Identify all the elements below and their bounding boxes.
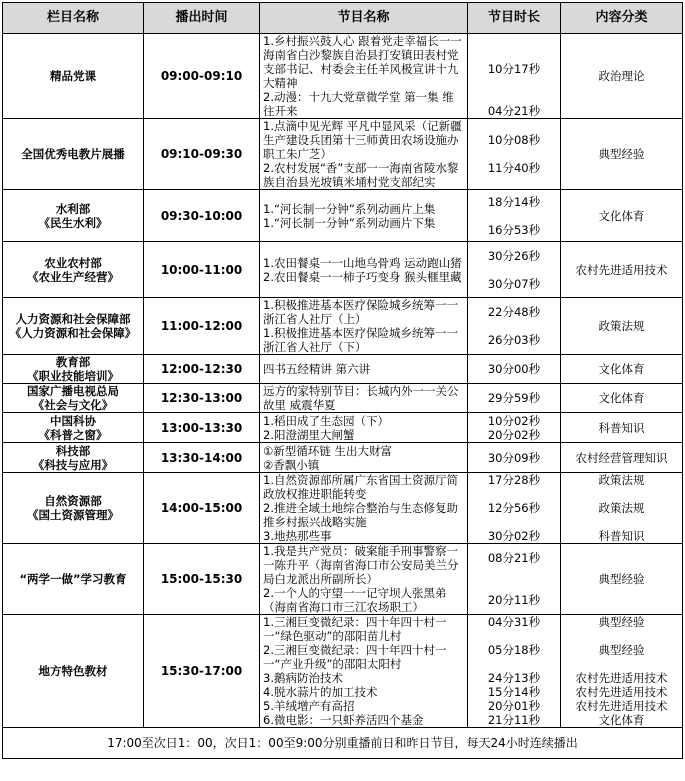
column-name: 教育部 bbox=[55, 355, 91, 369]
program-duration: 20分11秒 bbox=[487, 593, 541, 607]
program-title: 1.农田餐桌一一山地乌骨鸡 运动跑山猪 bbox=[263, 255, 462, 270]
content-category: 文化体育 bbox=[598, 713, 645, 727]
column-name: 国家广播电视总局 bbox=[27, 384, 119, 398]
program-title: 3.地热那些事 bbox=[263, 529, 332, 543]
category-list bbox=[561, 473, 683, 544]
program-title: ①新型循环链 生出大财富 bbox=[263, 443, 392, 458]
content-category: 典型经验 bbox=[598, 572, 645, 586]
broadcast-time: 11:00-12:00 bbox=[144, 298, 260, 355]
program-title: 1.我是共产党员：破案能手刑事警察一一陈升平（海南省海口市公安局美兰分局白龙派出所副所长） bbox=[263, 544, 459, 586]
program-duration: 08分21秒 bbox=[487, 551, 541, 565]
footer-note: 17:00至次日1：00，次日1：00至9:00分别重播前日和昨日节目，每天24小时连续播出 bbox=[3, 728, 683, 759]
program-list bbox=[260, 119, 468, 190]
content-category: 文化体育 bbox=[598, 208, 645, 223]
program-list bbox=[260, 384, 468, 413]
schedule-row bbox=[3, 242, 683, 298]
column-name: 人力资源和社会保障部 bbox=[15, 312, 131, 326]
category-list bbox=[561, 119, 683, 190]
duration-list bbox=[468, 413, 561, 443]
column-name: “两学一做”学习教育 bbox=[19, 572, 127, 586]
column-name-cell bbox=[3, 355, 144, 384]
category-list bbox=[561, 355, 683, 384]
category-list bbox=[561, 615, 683, 728]
duration-list bbox=[468, 544, 561, 615]
column-name: 精品党课 bbox=[50, 69, 96, 83]
category-list bbox=[561, 242, 683, 298]
broadcast-time: 09:30-10:00 bbox=[144, 190, 260, 242]
program-title: 3.鹅病防治技术 bbox=[263, 671, 343, 685]
program-title: 四书五经精讲 第六讲 bbox=[263, 362, 371, 376]
schedule-row bbox=[3, 443, 683, 473]
program-duration: 04分21秒 bbox=[487, 104, 541, 118]
schedule-row bbox=[3, 298, 683, 355]
program-duration: 30分07秒 bbox=[487, 276, 541, 291]
program-list bbox=[260, 544, 468, 615]
program-list bbox=[260, 355, 468, 384]
duration-list bbox=[468, 443, 561, 473]
column-name: 《人力资源和社会保障》 bbox=[9, 326, 137, 340]
broadcast-time: 09:00-09:10 bbox=[144, 34, 260, 119]
duration-list bbox=[468, 384, 561, 413]
header-program-name: 节目名称 bbox=[260, 3, 468, 34]
program-duration: 24分13秒 bbox=[487, 671, 541, 685]
column-name-cell bbox=[3, 473, 144, 544]
broadcast-time: 12:30-13:00 bbox=[144, 384, 260, 413]
program-duration: 12分56秒 bbox=[487, 501, 541, 515]
schedule-row bbox=[3, 384, 683, 413]
category-list bbox=[561, 384, 683, 413]
content-category: 农村先进适用技术 bbox=[575, 671, 668, 685]
program-list bbox=[260, 443, 468, 473]
broadcast-time: 09:10-09:30 bbox=[144, 119, 260, 190]
program-title: 2.农村发展“香”支部一一海南省陵水黎族自治县光坡镇米埇村党支部纪实 bbox=[263, 161, 459, 189]
duration-list bbox=[468, 34, 561, 119]
column-name-cell bbox=[3, 384, 144, 413]
content-category: 政策法规 bbox=[598, 473, 645, 487]
program-duration: 30分09秒 bbox=[487, 450, 541, 465]
column-name: 《科普之窗》 bbox=[38, 427, 108, 442]
column-name-cell bbox=[3, 298, 144, 355]
column-name-cell bbox=[3, 615, 144, 728]
program-list bbox=[260, 413, 468, 443]
content-category: 文化体育 bbox=[598, 362, 645, 376]
duration-list bbox=[468, 615, 561, 728]
content-category: 文化体育 bbox=[598, 391, 645, 405]
program-title: 1.“河长制一分钟”系列动画片上集 bbox=[263, 201, 436, 216]
program-duration: 22分48秒 bbox=[487, 305, 541, 319]
program-title: 1.积极推进基本医疗保险城乡统筹一一浙江省人社厅（上） bbox=[263, 298, 458, 326]
category-list bbox=[561, 443, 683, 473]
program-title: 远方的家特别节目：长城内外一一关公故里 威震华夏 bbox=[263, 384, 459, 412]
schedule-row bbox=[3, 615, 683, 728]
program-duration: 30分00秒 bbox=[487, 362, 541, 376]
program-title: 1.“河长制一分钟”系列动画片下集 bbox=[263, 215, 436, 230]
header-duration: 节目时长 bbox=[468, 3, 561, 34]
column-name: 《国土资源管理》 bbox=[27, 508, 119, 522]
column-name-cell bbox=[3, 443, 144, 473]
content-category: 政策法规 bbox=[598, 319, 645, 333]
schedule-row bbox=[3, 544, 683, 615]
program-duration: 10分17秒 bbox=[487, 62, 541, 76]
broadcast-time: 10:00-11:00 bbox=[144, 242, 260, 298]
program-list bbox=[260, 473, 468, 544]
duration-list bbox=[468, 473, 561, 544]
duration-list bbox=[468, 190, 561, 242]
program-title: 2.阳澄湖里大闸蟹 bbox=[263, 427, 355, 442]
header-category: 内容分类 bbox=[561, 3, 683, 34]
program-title: 1.三湘巨变微纪录：四十年四十村一一“绿色驱动”的邵阳苗儿村 bbox=[263, 615, 447, 643]
content-category: 农村先进适用技术 bbox=[575, 699, 668, 713]
duration-list bbox=[468, 242, 561, 298]
program-duration: 05分18秒 bbox=[487, 643, 541, 657]
broadcast-time: 15:30-17:00 bbox=[144, 615, 260, 728]
schedule-table bbox=[2, 2, 683, 759]
program-title: 2.推进全域土地综合整治与生态修复助推乡村振兴战略实施 bbox=[263, 501, 458, 529]
schedule-row bbox=[3, 34, 683, 119]
program-title: 2.农田餐桌一一柿子巧变身 猴头榧里藏 bbox=[263, 269, 462, 284]
program-title: 1.稻田成了生态园（下） bbox=[263, 413, 389, 428]
category-list bbox=[561, 544, 683, 615]
schedule-body bbox=[3, 34, 683, 728]
program-title: ②香飘小镇 bbox=[263, 457, 320, 472]
program-duration: 18分14秒 bbox=[487, 194, 541, 209]
program-duration: 26分03秒 bbox=[487, 333, 541, 347]
program-duration: 17分28秒 bbox=[487, 473, 541, 487]
program-duration: 04分31秒 bbox=[487, 615, 541, 629]
program-duration: 20分01秒 bbox=[487, 699, 541, 713]
program-duration: 29分59秒 bbox=[487, 391, 541, 405]
content-category: 政策法规 bbox=[598, 501, 645, 515]
schedule-row bbox=[3, 190, 683, 242]
program-list bbox=[260, 298, 468, 355]
header-broadcast-time: 播出时间 bbox=[144, 3, 260, 34]
program-title: 6.微电影：一只虾养活四个基金 bbox=[263, 713, 424, 727]
broadcast-time: 12:00-12:30 bbox=[144, 355, 260, 384]
header-row bbox=[3, 3, 683, 34]
duration-list bbox=[468, 119, 561, 190]
duration-list bbox=[468, 355, 561, 384]
program-title: 1.乡村振兴鼓人心 跟着党走幸福长一一海南省白沙黎族自治县打安镇田表村党支部书记、村委会主任羊风极宣讲十九大精神 bbox=[263, 34, 462, 90]
schedule-row bbox=[3, 473, 683, 544]
column-name: 科技部 bbox=[55, 443, 91, 458]
broadcast-time: 13:30-14:00 bbox=[144, 443, 260, 473]
column-name-cell bbox=[3, 413, 144, 443]
program-list bbox=[260, 615, 468, 728]
content-category: 典型经验 bbox=[598, 147, 645, 161]
category-list bbox=[561, 413, 683, 443]
content-category: 典型经验 bbox=[598, 643, 645, 657]
column-name: 《社会与文化》 bbox=[32, 398, 114, 412]
content-category: 科普知识 bbox=[598, 529, 645, 543]
column-name-cell bbox=[3, 544, 144, 615]
program-title: 2.一个人的守望一一记守坝人张黑弟（海南省海口市三江农场职工） bbox=[263, 586, 447, 614]
content-category: 农村先进适用技术 bbox=[575, 685, 668, 699]
program-duration: 21分11秒 bbox=[487, 713, 541, 727]
column-name: 农业农村部 bbox=[44, 255, 102, 270]
broadcast-time: 13:00-13:30 bbox=[144, 413, 260, 443]
program-duration: 16分53秒 bbox=[487, 222, 541, 237]
content-category: 科普知识 bbox=[598, 420, 645, 435]
footer-row bbox=[3, 728, 683, 759]
program-title: 1.积极推进基本医疗保险城乡统筹一一浙江省人社厅（下） bbox=[263, 326, 458, 354]
program-title: 5.羊绒增产有高招 bbox=[263, 699, 355, 713]
broadcast-time: 15:00-15:30 bbox=[144, 544, 260, 615]
content-category: 政治理论 bbox=[598, 69, 645, 83]
duration-list bbox=[468, 298, 561, 355]
column-name: 《科技与应用》 bbox=[32, 457, 114, 472]
column-name-cell bbox=[3, 242, 144, 298]
program-title: 2.三湘巨变微纪录：四十年四十村一一“产业升级”的邵阳太阳村 bbox=[263, 643, 447, 671]
content-category: 典型经验 bbox=[598, 615, 645, 629]
column-name: 水利部 bbox=[55, 201, 91, 216]
program-duration: 30分02秒 bbox=[487, 529, 541, 543]
column-name: 《职业技能培训》 bbox=[27, 369, 119, 383]
schedule-row bbox=[3, 355, 683, 384]
header-column-name: 栏目名称 bbox=[3, 3, 144, 34]
schedule-row bbox=[3, 413, 683, 443]
category-list bbox=[561, 34, 683, 119]
column-name: 地方特色教材 bbox=[38, 664, 108, 678]
broadcast-time: 14:00-15:00 bbox=[144, 473, 260, 544]
program-duration: 15分14秒 bbox=[487, 685, 541, 699]
column-name: 全国优秀电教片展播 bbox=[21, 147, 125, 161]
program-duration: 10分02秒 bbox=[487, 413, 541, 428]
program-title: 2.动漫：十九大党章微学堂 第一集 维往开来 bbox=[263, 90, 454, 118]
program-duration: 30分26秒 bbox=[487, 248, 541, 263]
column-name: 自然资源部 bbox=[44, 494, 102, 508]
column-name: 《农业生产经营》 bbox=[27, 269, 119, 284]
program-duration: 20分02秒 bbox=[487, 427, 541, 442]
program-list bbox=[260, 190, 468, 242]
column-name-cell bbox=[3, 119, 144, 190]
category-list bbox=[561, 298, 683, 355]
program-title: 4.脱水蒜片的加工技术 bbox=[263, 685, 378, 699]
schedule-row bbox=[3, 119, 683, 190]
column-name: 中国科协 bbox=[50, 413, 96, 428]
column-name-cell bbox=[3, 34, 144, 119]
category-list bbox=[561, 190, 683, 242]
content-category: 农村经营管理知识 bbox=[575, 450, 668, 465]
program-title: 1.点滴中见光辉 平凡中显风采（记新疆生产建设兵团第十三师黄田农场设施办职工朱广芝） bbox=[263, 119, 462, 161]
program-duration: 11分40秒 bbox=[487, 161, 541, 175]
program-duration: 10分08秒 bbox=[487, 133, 541, 147]
content-category: 农村先进适用技术 bbox=[575, 262, 668, 277]
program-list bbox=[260, 34, 468, 119]
program-title: 1.自然资源部所属广东省国土资源厅简政放权推进职能转变 bbox=[263, 473, 458, 501]
column-name: 《民生水利》 bbox=[38, 215, 108, 230]
program-list bbox=[260, 242, 468, 298]
column-name-cell bbox=[3, 190, 144, 242]
